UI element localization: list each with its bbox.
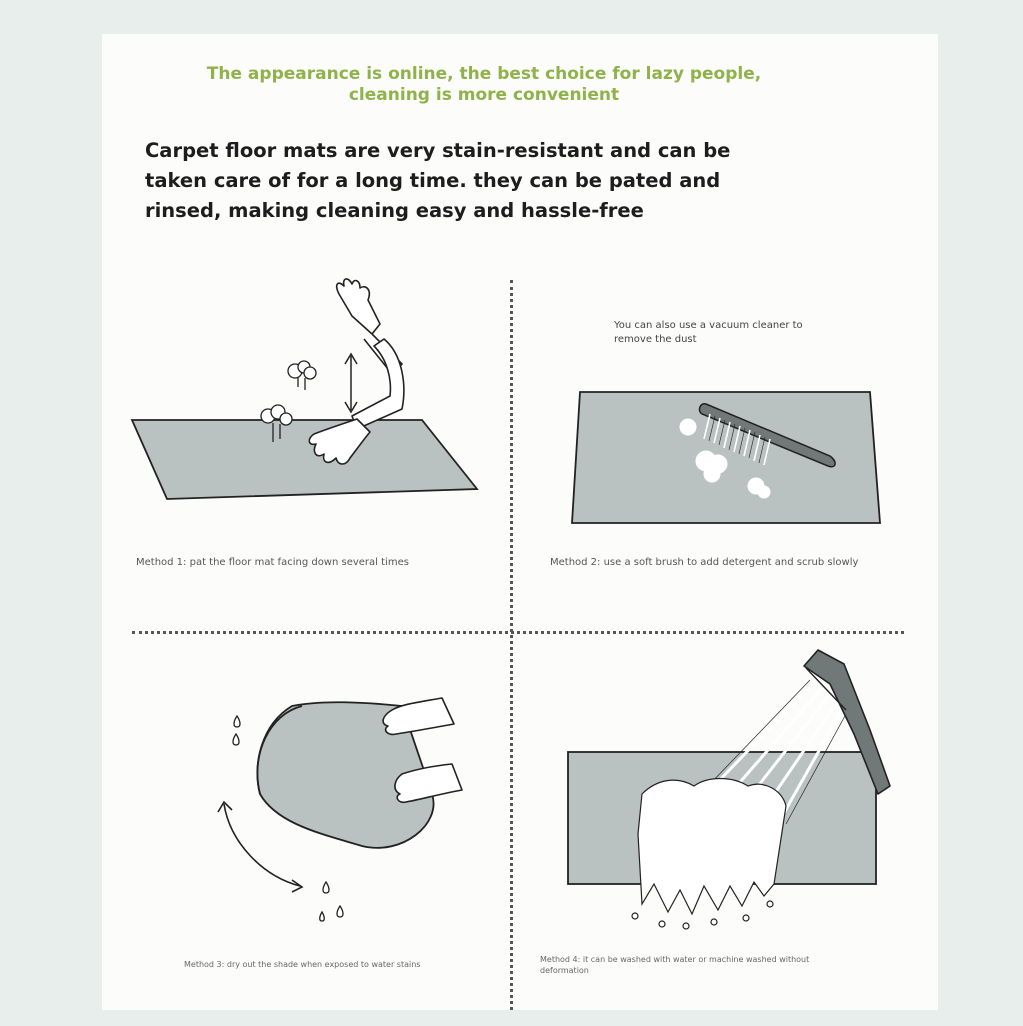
subheadline-line-3: rinsed, making cleaning easy and hassle-free: [145, 199, 644, 222]
method-2-note-line-2: remove the dust: [614, 334, 697, 345]
method-2-note-line-1: You can also use a vacuum cleaner to: [614, 320, 803, 331]
method-4-illustration: [102, 34, 938, 1010]
headline-line-2: cleaning is more convenient: [348, 85, 620, 105]
subheadline-line-2: taken care of for a long time. they can be pated and: [145, 169, 721, 192]
splash-icon: [638, 779, 786, 915]
method-4-caption-line-2: deformation: [540, 966, 589, 975]
info-card: [102, 34, 938, 1010]
method-3-caption: Method 3: dry out the shade when exposed to water stains: [184, 960, 421, 969]
method-2-note: [614, 319, 854, 347]
method-2-caption: Method 2: use a soft brush to add detergent and scrub slowly: [550, 557, 859, 568]
method-1-caption: Method 1: pat the floor mat facing down several times: [136, 557, 409, 568]
method-4-caption: [540, 954, 860, 976]
headline-line-1: The appearance is online, the best choice for lazy people,: [206, 64, 762, 84]
water-drop-icon: [632, 901, 773, 929]
method-4-caption-line-1: Method 4: it can be washed with water or machine washed without: [540, 955, 810, 964]
subheadline-line-1: Carpet floor mats are very stain-resistant and can be: [145, 139, 731, 162]
